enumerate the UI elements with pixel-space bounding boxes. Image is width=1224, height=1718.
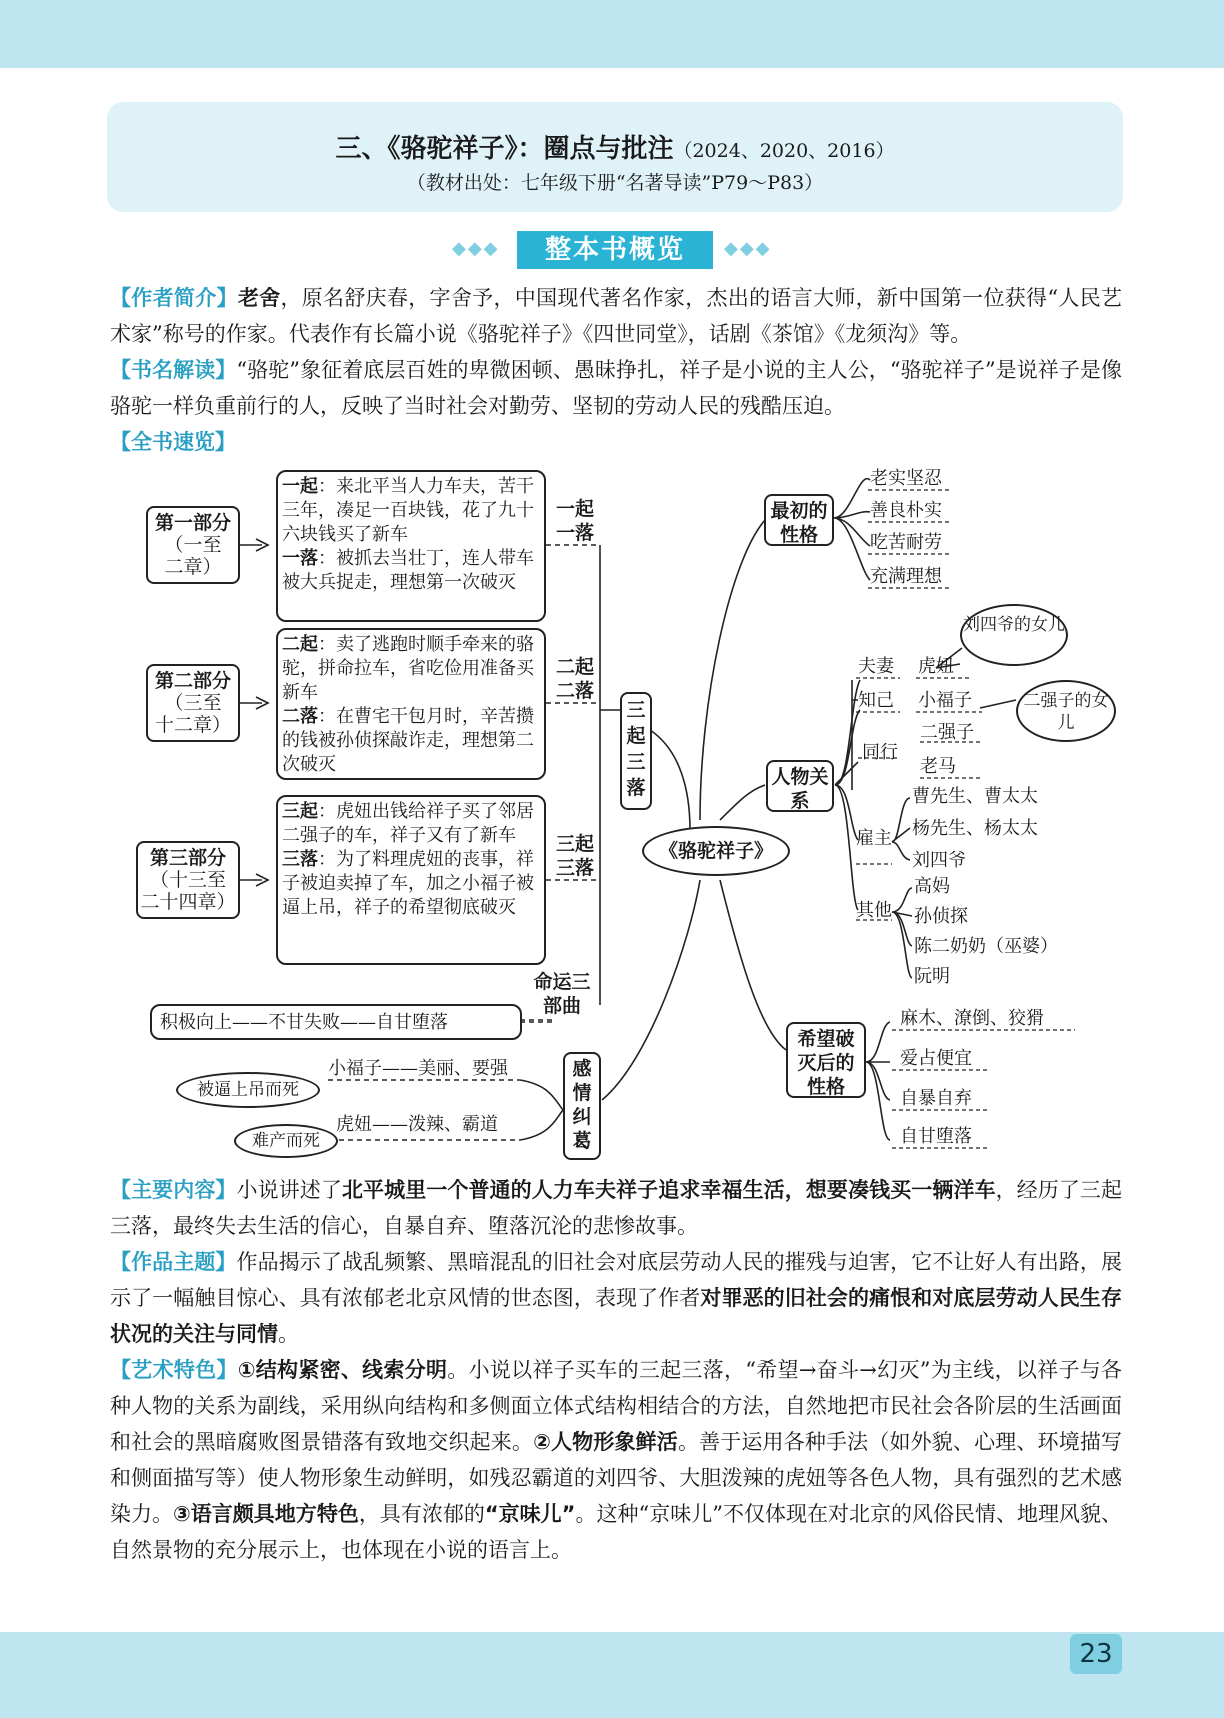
- section-title: 整本书概览: [517, 231, 713, 269]
- relation-confidant: 小福子: [918, 690, 972, 711]
- event-box-1: 一起：来北平当人力车夫，苦干三年，凑足一百块钱，花了九十六块钱买了新车 一落：被抓去当壮丁，连人带车被大兵捉走，理想第一次破灭: [276, 470, 546, 622]
- event-box-2: 二起：卖了逃跑时顺手牵来的骆驼，拼命拉车，省吃俭用准备买新车 二落：在曹宅干包月时，辛苦攒的钱被孙侦探敲诈走，理想第二次破灭: [276, 628, 546, 780]
- cloud-huniu-identity: 刘四爷的女儿: [960, 604, 1068, 666]
- diamond-decoration-right: ◆◆◆: [724, 238, 772, 259]
- initial-trait: 老实坚忍: [870, 468, 942, 489]
- part-box-3: 第三部分 （十三至 二十四章）: [136, 841, 240, 919]
- emotion-xiaofuzi: 小福子——美丽、要强: [328, 1058, 508, 1079]
- node-three-rises-falls: 三起三落: [620, 692, 652, 810]
- after-trait: 自甘堕落: [900, 1126, 972, 1147]
- emotion-huniu: 虎妞——泼辣、霸道: [336, 1114, 498, 1135]
- relation-other: 孙侦探: [914, 906, 968, 927]
- node-character-relations: 人物关系: [766, 760, 834, 812]
- event-box-3: 三起：虎妞出钱给祥子买了邻居二强子的车，祥子又有了新车 三落：为了料理虎妞的丧事，祥子被迫卖掉了车，加之小福子被逼上吊，祥子的希望彻底破灭: [276, 795, 546, 965]
- relation-couple: 虎妞: [918, 656, 954, 677]
- page-number: 23: [1070, 1634, 1122, 1674]
- cloud-xiaofuzi-identity: 二强子的女儿: [1016, 680, 1116, 742]
- diamond-decoration-left: ◆◆◆: [452, 238, 500, 259]
- relation-employer: 曹先生、曹太太: [912, 786, 1038, 807]
- relation-colleague: 二强子: [920, 722, 974, 743]
- relation-other: 阮明: [914, 966, 950, 987]
- work-theme: 【作品主题】作品揭示了战乱频繁、黑暗混乱的旧社会对底层劳动人民的摧残与迫害，它不让好人有出路，展示了一幅触目惊心、具有浓郁老北京风情的世态图，表现了作者对罪恶的旧社会的痛恨和对底层劳动人民生存状况的关注与同情。: [110, 1250, 1123, 1346]
- relation-employer-label: 雇主: [856, 828, 892, 849]
- part-box-2: 第二部分 （三至 十二章）: [146, 664, 240, 742]
- main-content: 【主要内容】小说讲述了北平城里一个普通的人力车夫祥子追求幸福生活，想要凑钱买一辆洋车，经历了三起三落，最终失去生活的信心，自暴自弃、堕落沉沦的悲惨故事。: [110, 1178, 1123, 1238]
- bottom-band: [0, 1632, 1224, 1718]
- label-rise-fall-1: 一起一落: [555, 498, 594, 544]
- relation-colleague: 老马: [920, 756, 956, 777]
- art-features: 【艺术特色】①结构紧密、线索分明。小说以祥子买车的三起三落，“希望→奋斗→幻灭”为主线，以祥子与各种人物的关系为副线，采用纵向结构和多侧面立体式结构相结合的方法，自然地把市民社会各阶层的生活画面和社会的黑暗腐败图景错落有致地交织起来。②人物形象鲜活。善于运用各种手法（如外貌、心理、环境描写和侧面描写等）使人物形象生动鲜明，如残忍霸道的刘四爷、大胆泼辣的虎妞等各色人物，具有强烈的艺术感染力。③语言颇具地方特色，具有浓郁的“京味儿”。这种“京味儿”不仅体现在对北京的风俗民情、地理风貌、自然景物的充分展示上，也体现在小说的语言上。: [110, 1358, 1123, 1562]
- relation-employer: 刘四爷: [912, 850, 966, 871]
- relation-confidant-label: 知己: [858, 690, 894, 711]
- relation-employer: 杨先生、杨太太: [912, 818, 1038, 839]
- author-intro: 【作者简介】老舍，原名舒庆春，字舍予，中国现代著名作家，杰出的语言大师，新中国第一位获得“人民艺术家”称号的作家。代表作有长篇小说《骆驼祥子》《四世同堂》，话剧《茶馆》《龙须沟》等。: [110, 286, 1123, 346]
- relation-couple-label: 夫妻: [858, 656, 894, 677]
- after-trait: 自暴自弃: [900, 1088, 972, 1109]
- textbook-source: （教材出处：七年级下册“名著导读”P79～P83）: [406, 172, 824, 194]
- center-node: 《骆驼祥子》: [642, 826, 790, 876]
- node-initial-character: 最初的性格: [764, 494, 834, 546]
- emotion-xiaofuzi-end: 被逼上吊而死: [176, 1072, 320, 1108]
- after-trait: 麻木、潦倒、狡猾: [900, 1008, 1044, 1029]
- relation-other: 高妈: [914, 876, 950, 897]
- relation-other-label: 其他: [856, 900, 892, 921]
- after-trait: 爱占便宜: [900, 1048, 972, 1069]
- node-after-disillusion: 希望破灭后的性格: [786, 1022, 866, 1098]
- relation-colleague-label: 同行: [862, 742, 898, 763]
- title-explanation: 【书名解读】“骆驼”象征着底层百姓的卑微困顿、愚昧挣扎，祥子是小说的主人公，“骆驼祥子”是说祥子是像骆驼一样负重前行的人，反映了当时社会对勤劳、坚韧的劳动人民的残酷压迫。: [110, 358, 1122, 418]
- part-box-1: 第一部分 （一至 二章）: [146, 506, 240, 584]
- label-rise-fall-3: 三起三落: [555, 833, 594, 879]
- initial-trait: 充满理想: [870, 566, 942, 587]
- initial-trait: 善良朴实: [870, 500, 942, 521]
- emotion-huniu-end: 难产而死: [234, 1124, 338, 1158]
- initial-trait: 吃苦耐劳: [870, 532, 942, 553]
- relation-other: 陈二奶奶（巫婆）: [914, 936, 1058, 957]
- node-emotion: 感情纠葛: [563, 1052, 601, 1160]
- label-fate-trilogy: 命运三部曲: [533, 971, 591, 1017]
- fate-line-box: 积极向上——不甘失败——自甘堕落: [150, 1004, 522, 1040]
- label-rise-fall-2: 二起二落: [555, 656, 594, 702]
- overview-heading: 【全书速览】: [110, 430, 236, 454]
- chapter-title: 三、《骆驼祥子》：圈点与批注（2024、2020、2016）: [335, 134, 895, 164]
